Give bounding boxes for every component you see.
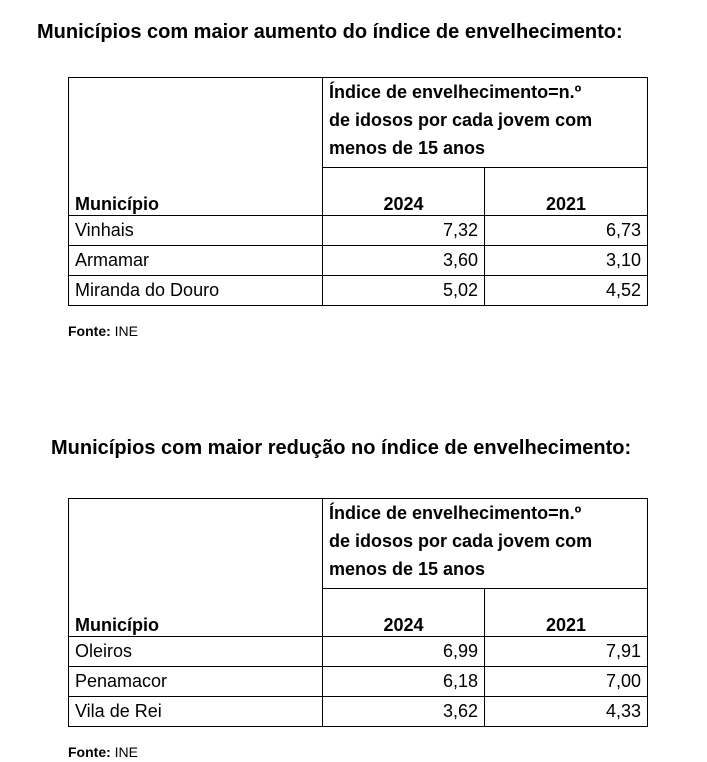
cell-2021: 6,73 bbox=[485, 216, 648, 246]
cell-municipio: Penamacor bbox=[69, 667, 323, 697]
col-header-2024: 2024 bbox=[323, 168, 485, 216]
cell-2024: 3,60 bbox=[323, 246, 485, 276]
col-header-municipio bbox=[69, 499, 323, 637]
source-note bbox=[68, 743, 138, 761]
source-label: Fonte: bbox=[68, 323, 111, 339]
cell-municipio: Vinhais bbox=[69, 216, 323, 246]
section2-title: Municípios com maior redução no índice de envelhecimento: bbox=[51, 437, 632, 459]
source-note bbox=[68, 322, 138, 340]
group-header-line-1: Índice de envelhecimento=n.º bbox=[329, 503, 582, 523]
group-header-line-3: menos de 15 anos bbox=[329, 559, 486, 579]
col-header-municipio-label: Município bbox=[75, 194, 159, 214]
col-header-2021: 2021 bbox=[485, 589, 648, 637]
cell-municipio: Vila de Rei bbox=[69, 697, 323, 727]
group-header-aging-index bbox=[323, 499, 648, 589]
cell-2024: 5,02 bbox=[323, 276, 485, 306]
source-value: INE bbox=[114, 323, 138, 339]
cell-2024: 3,62 bbox=[323, 697, 485, 727]
table-row bbox=[69, 637, 648, 667]
table-row bbox=[69, 276, 648, 306]
col-header-municipio bbox=[69, 78, 323, 216]
group-header-line-1: Índice de envelhecimento=n.º bbox=[329, 82, 582, 102]
table-row bbox=[69, 216, 648, 246]
cell-municipio: Miranda do Douro bbox=[69, 276, 323, 306]
cell-municipio: Oleiros bbox=[69, 637, 323, 667]
aging-increase-table bbox=[68, 77, 648, 306]
group-header-aging-index bbox=[323, 78, 648, 168]
source-value: INE bbox=[114, 744, 138, 760]
group-header-line-3: menos de 15 anos bbox=[329, 138, 486, 158]
table-row bbox=[69, 667, 648, 697]
section1-title: Municípios com maior aumento do índice de envelhecimento: bbox=[37, 21, 623, 43]
col-header-2024: 2024 bbox=[323, 589, 485, 637]
cell-2024: 6,99 bbox=[323, 637, 485, 667]
col-header-municipio-label: Município bbox=[75, 615, 159, 635]
cell-2021: 4,33 bbox=[485, 697, 648, 727]
aging-decrease-table bbox=[68, 498, 648, 727]
cell-2021: 3,10 bbox=[485, 246, 648, 276]
group-header-line-2: de idosos por cada jovem com bbox=[329, 531, 593, 551]
cell-2024: 6,18 bbox=[323, 667, 485, 697]
group-header-line-2: de idosos por cada jovem com bbox=[329, 110, 593, 130]
cell-2021: 7,91 bbox=[485, 637, 648, 667]
cell-2021: 7,00 bbox=[485, 667, 648, 697]
table-row bbox=[69, 246, 648, 276]
cell-2021: 4,52 bbox=[485, 276, 648, 306]
cell-municipio: Armamar bbox=[69, 246, 323, 276]
source-label: Fonte: bbox=[68, 744, 111, 760]
col-header-2021: 2021 bbox=[485, 168, 648, 216]
cell-2024: 7,32 bbox=[323, 216, 485, 246]
table-row bbox=[69, 697, 648, 727]
